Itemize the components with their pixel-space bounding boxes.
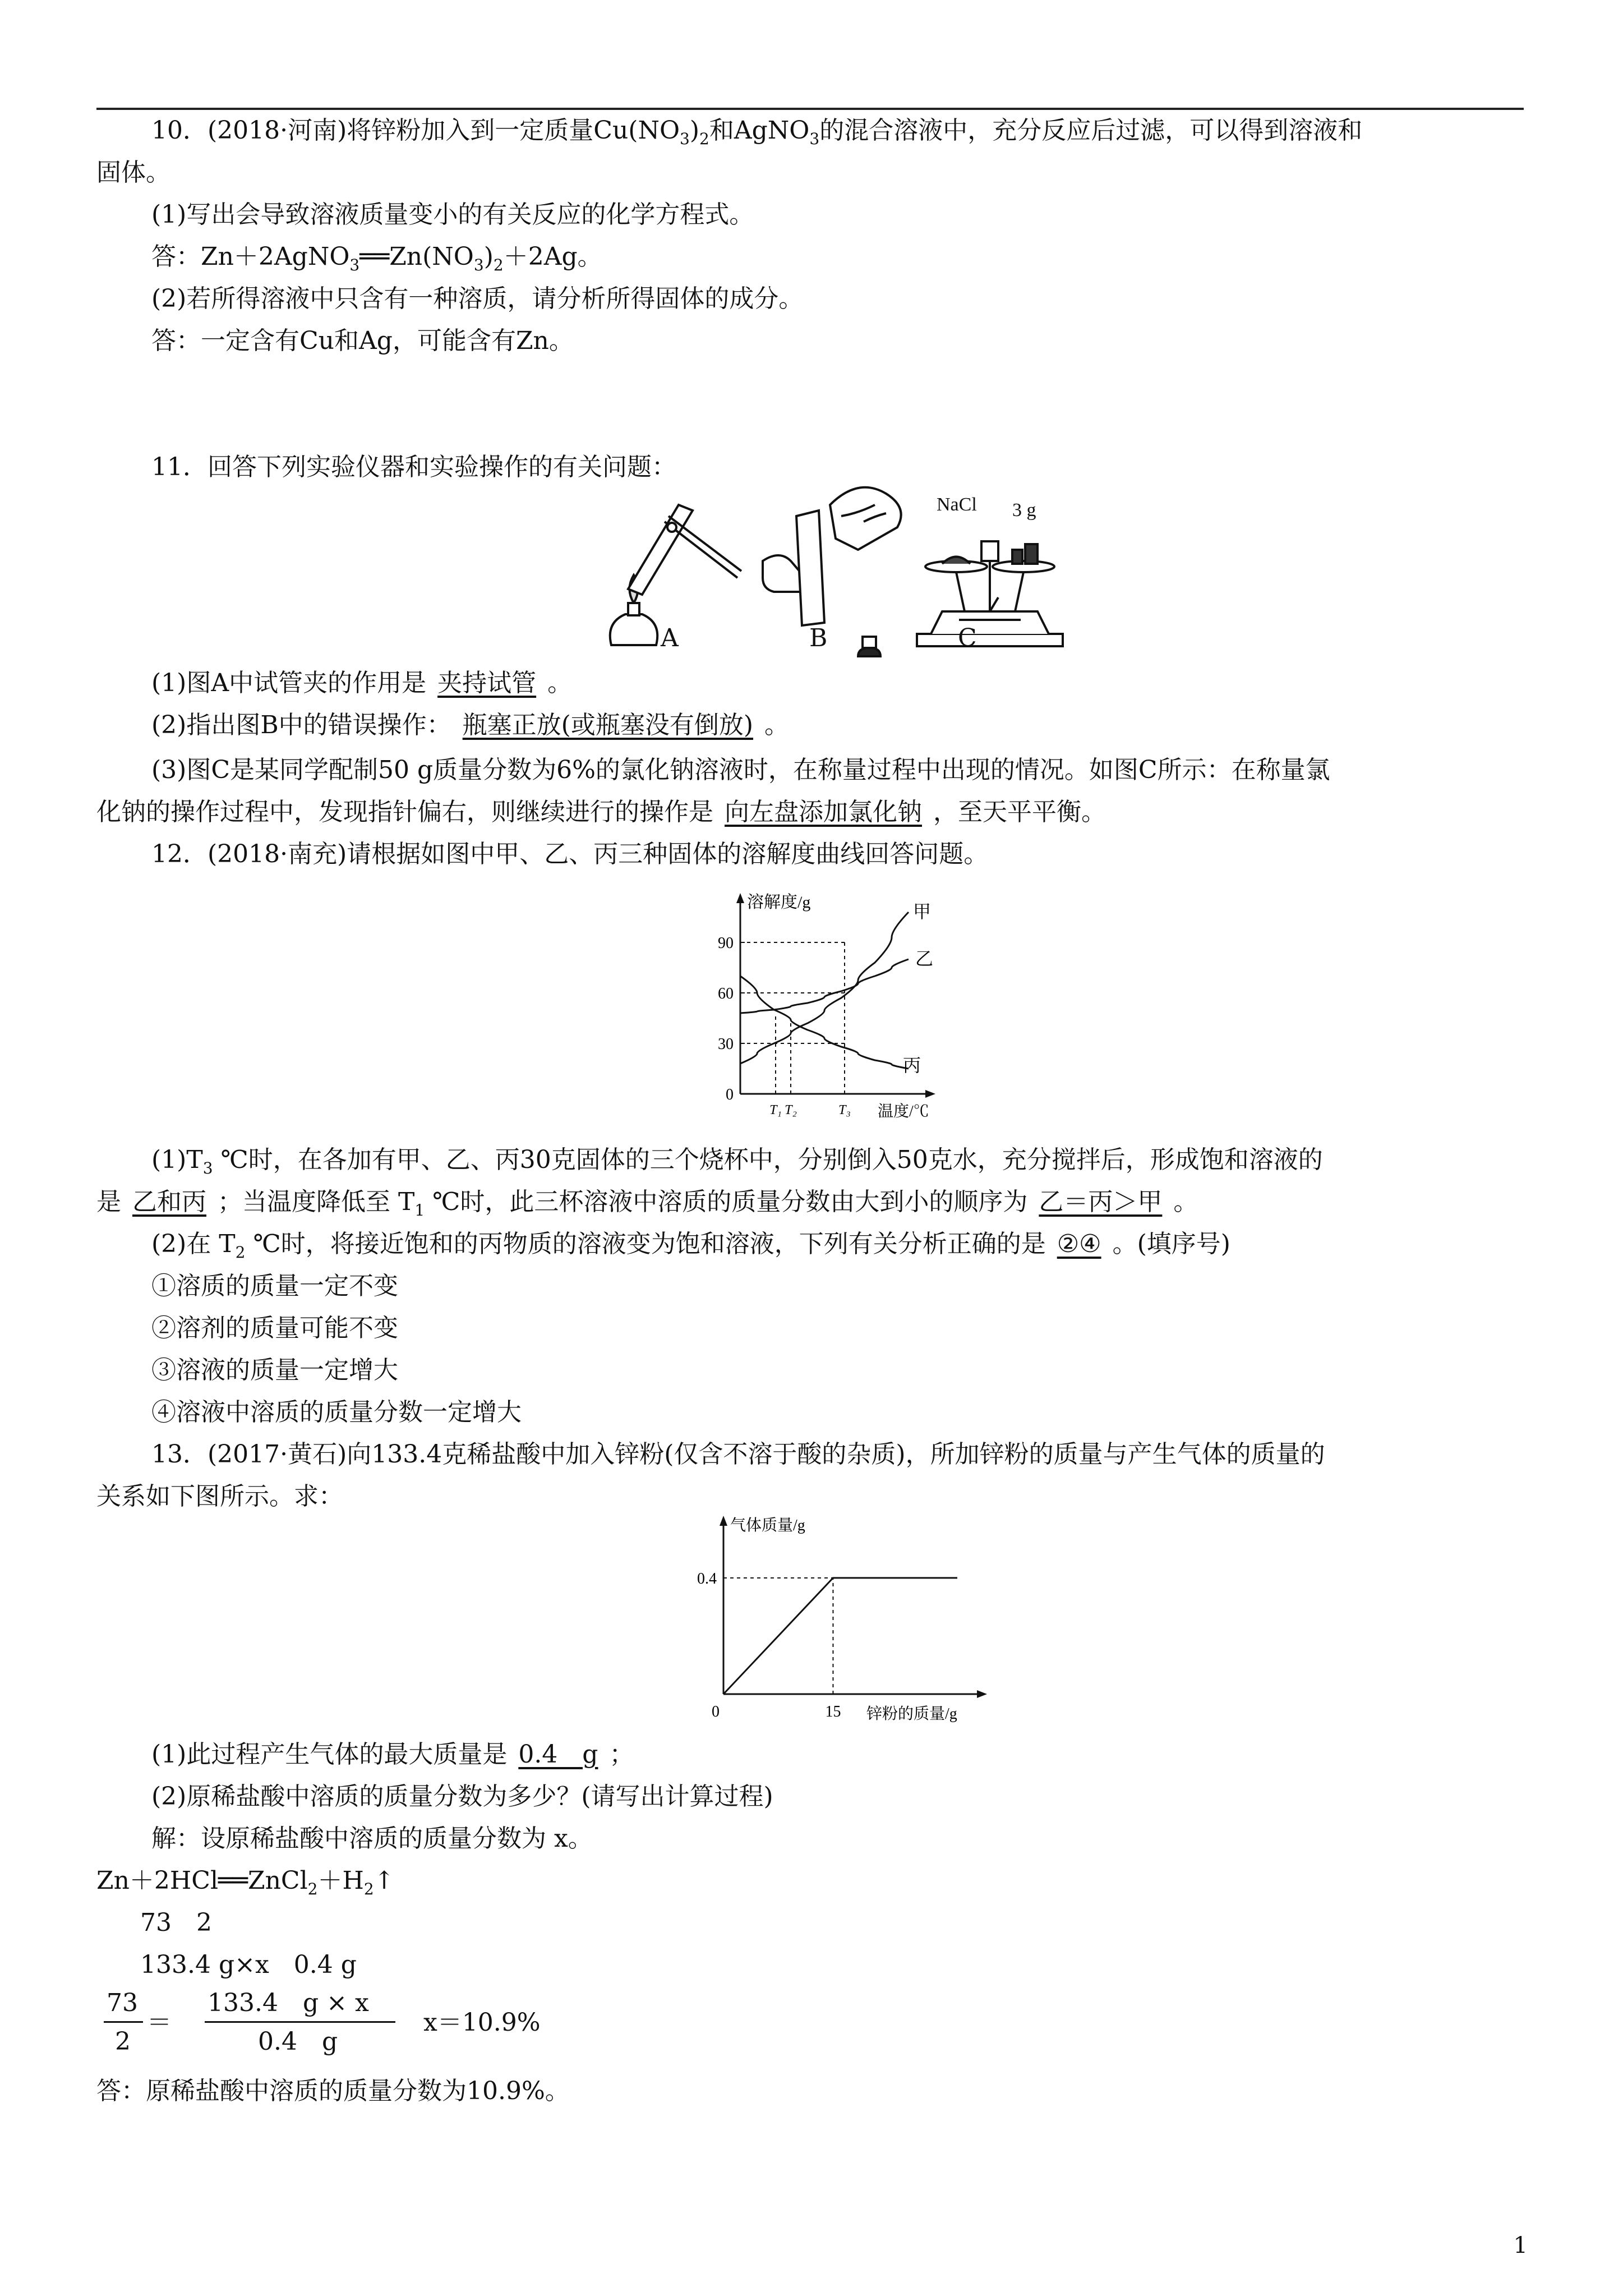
x-tick-label: 0 xyxy=(712,1703,720,1720)
y-tick-label: 60 xyxy=(718,985,734,1002)
q11-fig-label-a: A xyxy=(661,624,679,652)
fraction-right-numerator: 133.4 g × x xyxy=(208,1989,369,2017)
fraction-equals: ＝ xyxy=(147,2008,172,2037)
gas-mass-line xyxy=(723,1578,957,1694)
solubility-chart xyxy=(695,886,953,1122)
q13-subq1: (1)此过程产生气体的最大质量是 0.4 g ； xyxy=(151,1740,634,1769)
x-axis-arrow xyxy=(925,1090,935,1098)
q11-subq1: (1)图A中试管夹的作用是 夹持试管 。 xyxy=(151,669,573,697)
q11-head: 11．回答下列实验仪器和实验操作的有关问题： xyxy=(151,453,676,481)
q11-answer3: 向左盘添加氯化钠 xyxy=(725,798,922,826)
x-tick-label: T₃ xyxy=(838,1103,851,1117)
q10-answer2: 答：一定含有Cu和Ag，可能含有Zn。 xyxy=(151,326,574,355)
y-axis-label: 气体质量/g xyxy=(730,1517,805,1534)
x-tick-label: T₂ xyxy=(785,1103,797,1117)
q12-answer1b: 乙＝丙＞甲 xyxy=(1039,1188,1163,1216)
q10-head: 10．(2018·河南)将锌粉加入到一定质量$Cu(NO_3)_2$和AgNO$_3$的混合溶液中，充分反应后过滤，可以得到溶液和 xyxy=(151,116,1363,148)
q11-answer2: 瓶塞正放(或瓶塞没有倒放) xyxy=(462,711,754,739)
q10-answer1: 答：$Zn+2AgNO_3══Zn(NO_3)_2+2Ag$。 xyxy=(151,242,602,274)
q11-fig-label-c: C xyxy=(958,624,977,652)
x-tick-label: 15 xyxy=(825,1703,841,1720)
q12-option-2: ②溶剂的质量可能不变 xyxy=(151,1314,398,1342)
q13-final-answer: 答：原稀盐酸中溶质的质量分数为10.9%。 xyxy=(96,2077,570,2105)
page-number: 1 xyxy=(1513,2233,1528,2258)
fraction-right-denominator: 0.4 g xyxy=(258,2027,338,2056)
q13-head: 13．(2017·黄石)向133.4克稀盐酸中加入锌粉(仅含不溶于酸的杂质)，所加锌粉的质量与产生气体的质量的 xyxy=(151,1440,1325,1469)
series-label-2: 乙 xyxy=(915,949,934,969)
y-tick-label: 0 xyxy=(726,1086,734,1103)
series-line-1 xyxy=(740,912,909,1064)
fraction-left-bar xyxy=(104,2021,143,2023)
q12-option-4: ④溶液中溶质的质量分数一定增大 xyxy=(151,1398,522,1427)
q13-molar-masses: 73 2 xyxy=(140,1908,212,1937)
q13-equation: $Zn+2HCl══ZnCl_2+H_2↑$ xyxy=(96,1866,395,1898)
q12-head: 12．(2018·南充)请根据如图中甲、乙、丙三种固体的溶解度曲线回答问题。 xyxy=(151,840,989,868)
q13-subq2: (2)原稀盐酸中溶质的质量分数为多少？(请写出计算过程) xyxy=(151,1782,773,1811)
x-axis-label: 温度/℃ xyxy=(878,1103,929,1120)
y-tick-label: 0.4 xyxy=(697,1570,717,1588)
series-line-3 xyxy=(740,976,909,1069)
fraction-left-numerator: 73 xyxy=(107,1989,138,2017)
nacl-label: NaCl xyxy=(937,494,977,515)
q11-answer1: 夹持试管 xyxy=(437,669,537,697)
q13-head-2: 关系如下图所示。求： xyxy=(96,1482,343,1511)
q11-subq3-line2: 化钠的操作过程中，发现指针偏右，则继续进行的操作是 向左盘添加氯化钠 ，至天平平衡。 xyxy=(96,798,1106,826)
q13-solution-intro: 解：设原稀盐酸中溶质的质量分数为 x。 xyxy=(151,1824,593,1853)
y-axis-label: 溶解度/g xyxy=(747,893,811,912)
figure-c-balance xyxy=(917,541,1063,646)
top-rule xyxy=(96,108,1524,110)
q11-fig-label-b: B xyxy=(809,624,828,652)
fraction-left-denominator: 2 xyxy=(115,2027,131,2056)
q13-masses: 133.4 g×x 0.4 g xyxy=(140,1950,357,1979)
y-axis-arrow xyxy=(736,893,744,903)
q12-answer1a: 乙和丙 xyxy=(132,1188,206,1216)
q12-option-1: ①溶质的质量一定不变 xyxy=(151,1272,398,1300)
q12-subq1-line2: 是 乙和丙 ；当温度降低至 $T_1$ ℃时，此三杯溶液中溶质的质量分数由大到小的顺序为 乙＝丙＞甲 。 xyxy=(96,1188,1198,1220)
gas-mass-chart xyxy=(673,1515,1021,1728)
q13-result: x＝10.9% xyxy=(423,2008,541,2037)
series-label-1: 甲 xyxy=(913,901,932,922)
x-axis-label: 锌粉的质量/g xyxy=(866,1705,957,1723)
q12-subq1-line1: $(1)T_3$ ℃时，在各加有甲、乙、丙30克固体的三个烧杯中，分别倒入50克水，充分搅拌后，形成饱和溶液的 xyxy=(151,1145,1323,1177)
y-tick-label: 30 xyxy=(718,1036,734,1053)
q13-answer1: 0.4 g xyxy=(518,1740,598,1769)
figure-b-pouring xyxy=(763,487,901,656)
x-axis-arrow xyxy=(977,1690,987,1698)
q12-answer2: ②④ xyxy=(1057,1230,1101,1258)
q10-subq2: (2)若所得溶液中只含有一种溶质，请分析所得固体的成分。 xyxy=(151,284,804,313)
series-line-2 xyxy=(740,959,909,1013)
x-tick-label: T₁ xyxy=(769,1103,782,1117)
q12-option-3: ③溶液的质量一定增大 xyxy=(151,1356,398,1384)
y-axis-arrow xyxy=(720,1516,727,1526)
series-label-3: 丙 xyxy=(903,1055,921,1075)
q10-subq1: (1)写出会导致溶液质量变小的有关反应的化学方程式。 xyxy=(151,200,754,229)
q11-subq3-line1: (3)图C是某同学配制50 g质量分数为6%的氯化钠溶液时，在称量过程中出现的情况。如图C所示：在称量氯 xyxy=(151,756,1330,784)
weight-label: 3 g xyxy=(1012,500,1036,521)
fraction-right-bar xyxy=(205,2021,395,2023)
y-tick-label: 90 xyxy=(718,935,734,952)
q12-subq2: (2)在 $T_2$ ℃时，将接近饱和的丙物质的溶液变为饱和溶液，下列有关分析正确的是 ②④ 。(填序号) xyxy=(151,1230,1230,1262)
q11-subq2: (2)指出图B中的错误操作： 瓶塞正放(或瓶塞没有倒放) 。 xyxy=(151,711,790,739)
q10-head-2: 固体。 xyxy=(96,158,170,187)
